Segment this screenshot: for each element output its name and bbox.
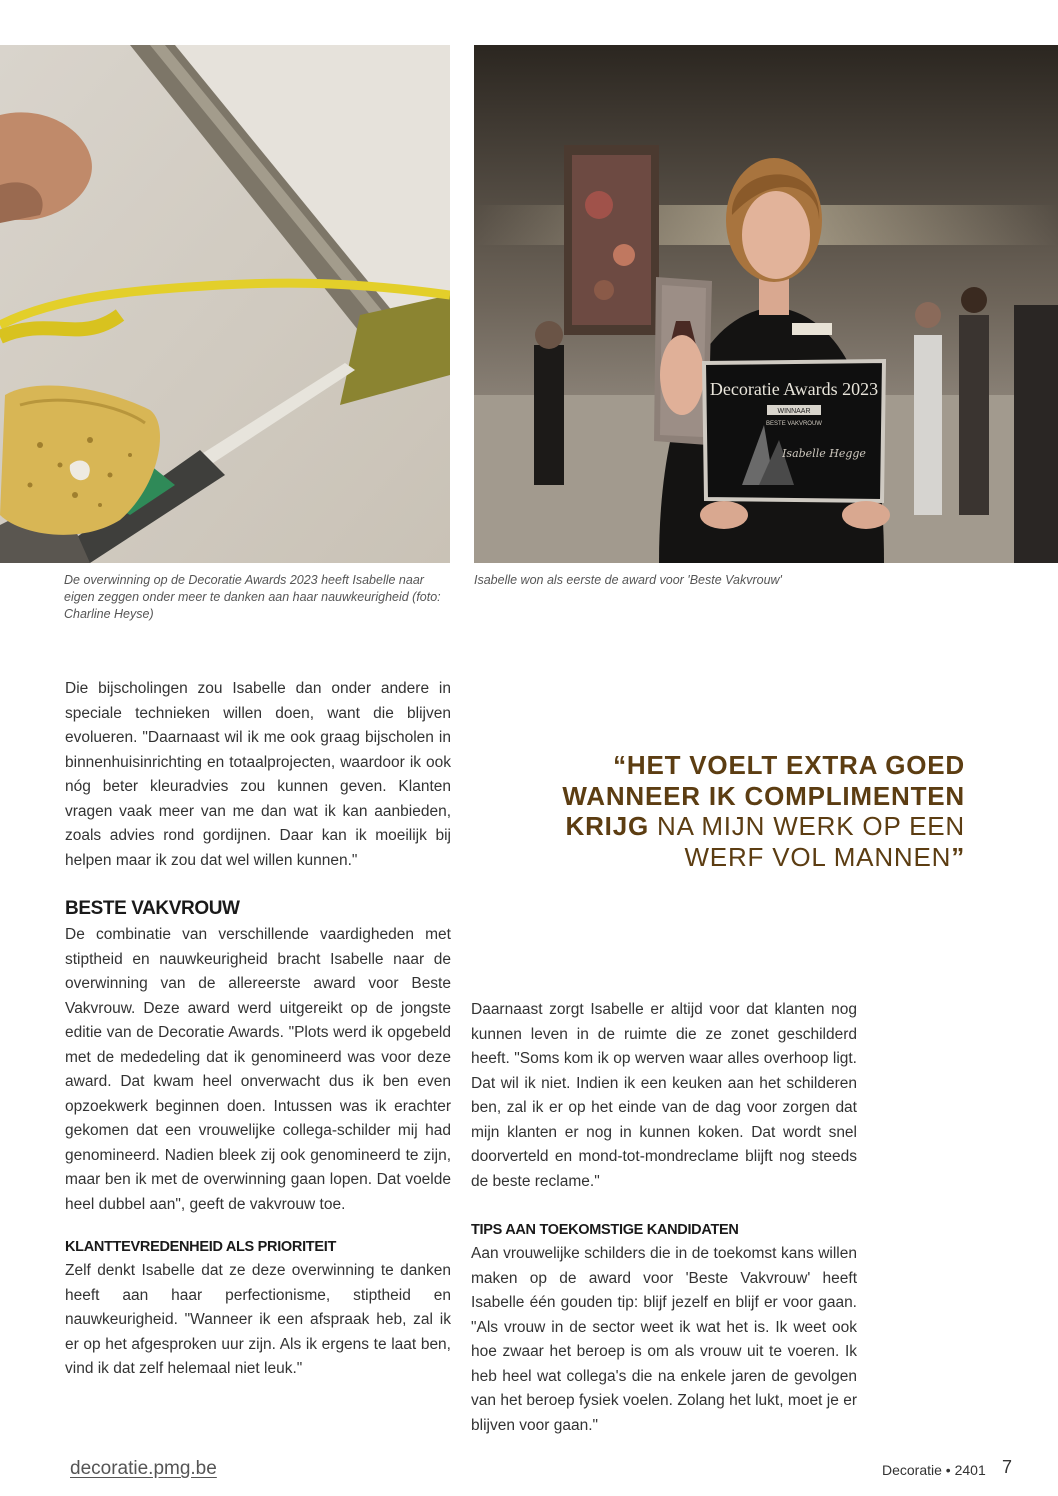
article-column-left bbox=[65, 677, 451, 1382]
heading-tips: TIPS AAN TOEKOMSTIGE KANDIDATEN bbox=[471, 1222, 739, 1238]
paragraph-daarnaast: Daarnaast zorgt Isabelle er altijd voor dat klanten nog kunnen leven in de ruimte die ze zonet geschilderd heeft. "Soms kom ik op werven waar alles overhoop ligt. Dat wil ik niet. Indien ik een keuken aan het schilderen ben, zal ik er op het einde van de dag voor zorgen dat mijn klanten er nog in kunnen koken. Dat wordt snel doorverteld en mond-tot-mondreclame blijft nog steeds de beste reclame." bbox=[471, 1001, 857, 1190]
paragraph-klanttevredenheid: Zelf denkt Isabelle dat ze deze overwinning te danken heeft aan haar perfectionisme, stiptheid en nauwkeurigheid. "Wanneer ik een afspraak heb, zal ik er op het afgesproken uur zijn. Als ik ergens te laat ben, vind ik dat zelf helemaal niet leuk." bbox=[65, 1262, 451, 1377]
photo-caption-left: De overwinning op de Decoratie Awards 2023 heeft Isabelle naar eigen zeggen onder meer te danken aan haar nauwkeurigheid (foto: Charline Heyse) bbox=[64, 573, 441, 621]
pull-quote-light: NA MIJN WERK OP EEN WERF VOL MANNEN bbox=[648, 811, 965, 872]
award-plaque bbox=[704, 361, 884, 501]
pull-quote bbox=[485, 750, 965, 872]
plaque-title: Decoratie Awards 2023 bbox=[709, 379, 879, 399]
article-column-right bbox=[471, 998, 857, 1438]
paragraph-tips: Aan vrouwelijke schilders die in de toekomst kans willen maken op de award voor 'Beste Vakvrouw' heeft Isabelle één gouden tip: blijf jezelf en blijf er voor gaan. "Als vrouw in de sector weet ik wat het is. Ik weet ook hoe zwaar het beroep is om als vrouw uit te voeren. Ik heb heel wat collega's die na enkele jaren de gevolgen van het beroep fysiek voelen. Zolang het lukt, moet je er blijven voor gaan." bbox=[471, 1245, 857, 1434]
footer-website-link[interactable]: decoratie.pmg.be bbox=[70, 1458, 217, 1479]
plaque-name: Isabelle Hegge bbox=[782, 447, 866, 460]
photo-caption-right: Isabelle won als eerste de award voor 'Beste Vakvrouw' bbox=[474, 573, 782, 587]
plaque-winner: WINNAAR bbox=[777, 408, 811, 415]
award-ceremony-illustration bbox=[474, 45, 1058, 563]
pull-quote-close: ” bbox=[951, 841, 965, 872]
plaque-category: BESTE VAKVROUW bbox=[766, 421, 822, 427]
caulking-illustration bbox=[0, 45, 450, 563]
heading-klanttevredenheid: KLANTTEVREDENHEID ALS PRIORITEIT bbox=[65, 1239, 337, 1255]
paragraph-beste-vakvrouw: De combinatie van verschillende vaardigheden met stiptheid en nauwkeurigheid bracht Isabelle naar de overwinning van de allereerste award voor Beste Vakvrouw. Deze award werd uitgereikt op de jongste editie van de Decoratie Awards. "Plots werd ik opgebeld met de mededeling dat ik genomineerd was voor deze award. Dat kwam heel onverwacht dus ik ben even opzoekwerk beginnen doen. Intussen was ik erachter gekomen dat een vrouwelijke collega-schilder mij had genomineerd. Nadien bleek zij ook genomineerd te zijn, maar ben ik met de overwinning gaan lopen. Dat voelde heel dubbel aan", geeft de vakvrouw toe. bbox=[65, 926, 451, 1213]
photo-caulking bbox=[0, 45, 450, 563]
photo-isabelle-award bbox=[474, 45, 1058, 563]
heading-beste-vakvrouw: BESTE VAKVROUW bbox=[65, 898, 240, 919]
pull-quote-bold: “HET VOELT EXTRA GOED WANNEER IK COMPLIMENTEN KRIJG bbox=[562, 750, 965, 841]
intro-paragraph: Die bijscholingen zou Isabelle dan onder andere in speciale technieken willen doen, want die blijven evolueren. "Daarnaast wil ik me ook graag bijscholen in binnenhuisinrichting en totaalprojecten, waardoor ik ook nóg beter kleuradvies zou kunnen geven. Klanten vragen vaak meer van me dan wat ik kan aanbieden, zoals advies rond gordijnen. Daar kan ik moeilijk bij helpen maar ik zou dat wel willen kunnen." bbox=[65, 680, 451, 869]
footer-issue: Decoratie • 2401 bbox=[882, 1462, 986, 1478]
page-number: 7 bbox=[1002, 1457, 1013, 1477]
